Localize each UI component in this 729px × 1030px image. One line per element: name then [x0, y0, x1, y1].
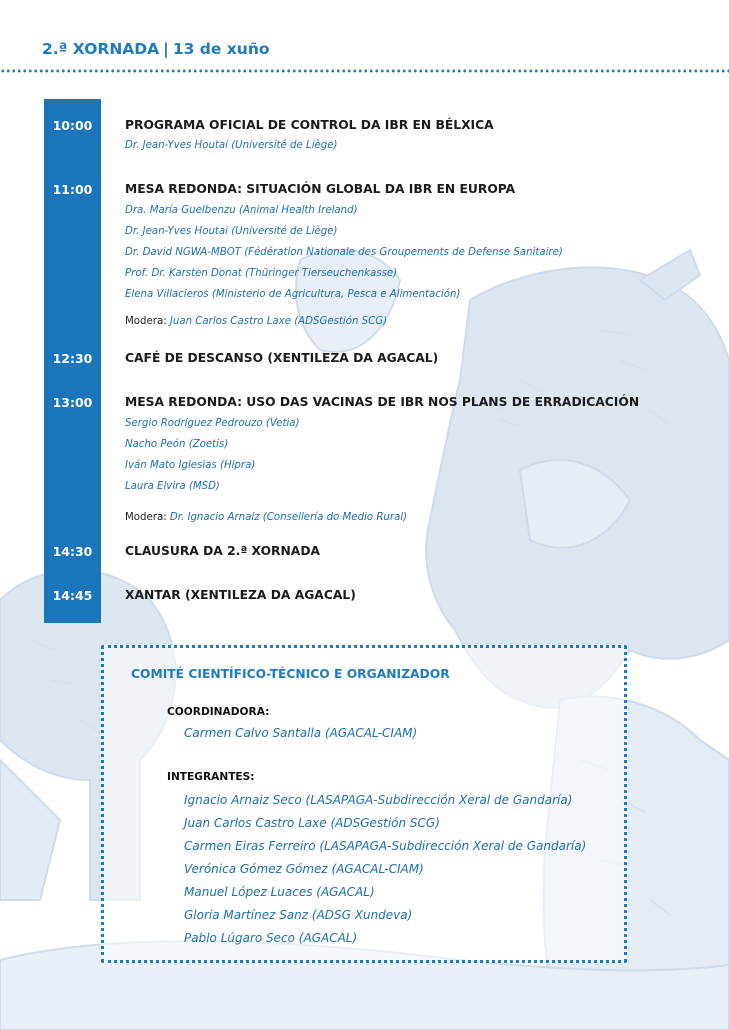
speaker: Dr. Jean-Yves Houtai (Université de Liège) — [125, 226, 338, 237]
member-item: Pablo Lúgaro Seco (AGACAL) — [184, 931, 358, 945]
slot-time: 13:00 — [52, 395, 93, 410]
members-label: INTEGRANTES: — [167, 771, 255, 783]
member-item: Verónica Gómez Gómez (AGACAL-CIAM) — [184, 862, 424, 876]
slot-title: CLAUSURA DA 2.ª XORNADA — [125, 544, 321, 558]
speaker: Prof. Dr. Karsten Donat (Thüringer Tierseuchenkasse) — [125, 268, 398, 279]
moderator-line — [125, 512, 407, 523]
speaker: Dr. David NGWA-MBOT (Fédération Nationale des Groupements de Defense Sanitaire) — [125, 247, 563, 258]
moderator-name: Dr. Ignacio Arnaiz (Consellería do Medio Rural) — [169, 512, 408, 523]
dotted-divider — [0, 69, 729, 73]
moderator-label: Modera: — [125, 512, 167, 523]
committee-box — [101, 645, 627, 963]
slot-time: 10:00 — [52, 118, 93, 133]
speaker: Laura Elvira (MSD) — [125, 481, 220, 492]
member-item: Juan Carlos Castro Laxe (ADSGestión SCG) — [184, 816, 440, 830]
moderator-line — [125, 316, 387, 327]
member-item: Ignacio Arnaiz Seco (LASAPAGA-Subdirección Xeral de Gandaría) — [184, 793, 573, 807]
speaker: Nacho Peón (Zoetis) — [125, 439, 229, 450]
day-header — [42, 40, 270, 58]
slot-time: 11:00 — [52, 182, 93, 197]
slot-time: 14:30 — [52, 544, 93, 559]
slot-time: 14:45 — [52, 588, 93, 603]
header-separator: | — [163, 40, 169, 58]
speaker: Sergio Rodríguez Pedrouzo (Vetia) — [125, 418, 300, 429]
slot-title: PROGRAMA OFICIAL DE CONTROL DA IBR EN BÉLXICA — [125, 118, 494, 132]
slot-time: 12:30 — [52, 351, 93, 366]
day-date: 13 de xuño — [172, 40, 270, 58]
day-label: 2.ª XORNADA — [42, 40, 160, 58]
member-item: Gloria Martínez Sanz (ADSG Xundeva) — [184, 908, 413, 922]
member-item: Carmen Eiras Ferreiro (LASAPAGA-Subdirección Xeral de Gandaría) — [184, 839, 587, 853]
coordinator-name: Carmen Calvo Santalla (AGACAL-CIAM) — [184, 726, 418, 740]
coordinator-label: COORDINADORA: — [167, 706, 270, 718]
committee-title: COMITÉ CIENTÍFICO-TÉCNICO E ORGANIZADOR — [131, 667, 450, 681]
slot-title: XANTAR (XENTILEZA DA AGACAL) — [125, 588, 356, 602]
speaker: Elena Villacieros (Ministerio de Agricultura, Pesca e Alimentación) — [125, 289, 461, 300]
slot-title: MESA REDONDA: SITUACIÓN GLOBAL DA IBR EN EUROPA — [125, 182, 516, 196]
slot-title: CAFÉ DE DESCANSO (XENTILEZA DA AGACAL) — [125, 351, 439, 365]
speaker: Iván Mato Iglesias (Hipra) — [125, 460, 256, 471]
moderator-name: Juan Carlos Castro Laxe (ADSGestión SCG) — [169, 316, 388, 327]
moderator-label: Modera: — [125, 316, 167, 327]
speaker: Dra. María Guelbenzu (Animal Health Ireland) — [125, 205, 358, 216]
slot-title: MESA REDONDA: USO DAS VACINAS DE IBR NOS PLANS DE ERRADICACIÓN — [125, 395, 640, 409]
speaker: Dr. Jean-Yves Houtai (Université de Liège) — [125, 140, 338, 151]
member-item: Manuel López Luaces (AGACAL) — [184, 885, 375, 899]
